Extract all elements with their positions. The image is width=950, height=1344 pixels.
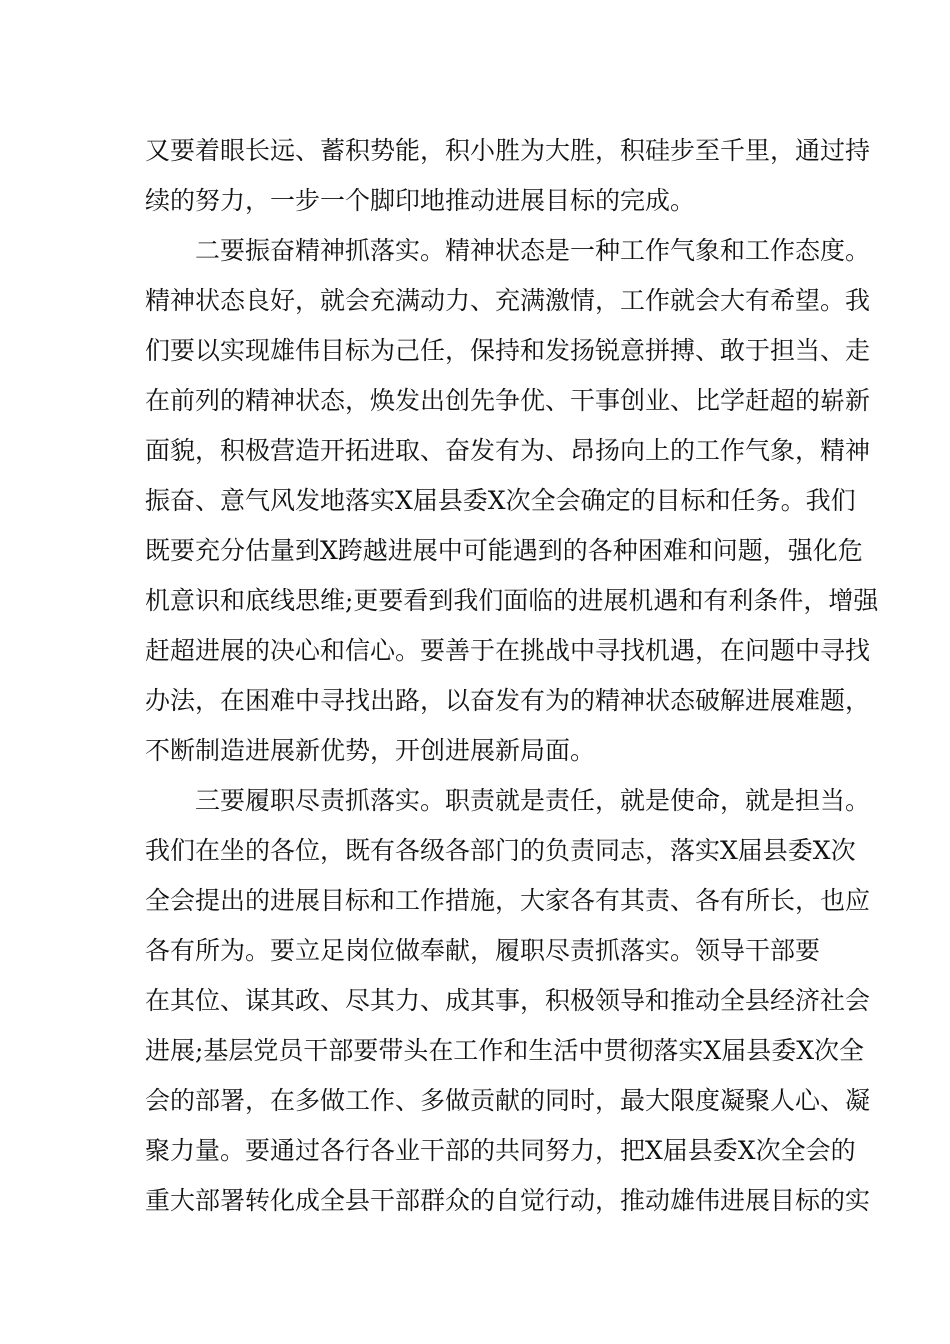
paragraph-2-line-5: 面貌，积极营造开拓进取、奋发有为、昂扬向上的工作气象，精神 xyxy=(145,436,871,465)
paragraph-1-line-1: 又要着眼长远、蓄积势能，积小胜为大胜，积硅步至千里，通过持 xyxy=(145,136,871,165)
paragraph-2-line-11: 不断制造进展新优势，开创进展新局面。 xyxy=(145,736,596,765)
paragraph-3-line-8: 聚力量。要通过各行各业干部的共同努力，把X届县委X次全会的 xyxy=(145,1136,856,1165)
paragraph-2-line-3: 们要以实现雄伟目标为己任，保持和发扬锐意拼搏、敢于担当、走 xyxy=(145,336,871,365)
paragraph-2-line-9: 赶超进展的决心和信心。要善于在挑战中寻找机遇，在问题中寻找 xyxy=(145,636,871,665)
document-body xyxy=(145,126,879,1226)
paragraph-2-line-4: 在前列的精神状态，焕发出创先争优、干事创业、比学赶超的崭新 xyxy=(145,386,871,415)
paragraph-2-line-2: 精神状态良好，就会充满动力、充满激情，工作就会大有希望。我 xyxy=(145,286,871,315)
paragraph-2-line-10: 办法，在困难中寻找出路，以奋发有为的精神状态破解进展难题， xyxy=(145,686,871,715)
paragraph-2-line-7: 既要充分估量到X跨越进展中可能遇到的各种困难和问题，强化危 xyxy=(145,536,863,565)
paragraph-3-line-9: 重大部署转化成全县干部群众的自觉行动，推动雄伟进展目标的实 xyxy=(145,1186,871,1215)
paragraph-1-line-2: 续的努力，一步一个脚印地推动进展目标的完成。 xyxy=(145,186,696,215)
paragraph-3-line-6: 进展;基层党员干部要带头在工作和生活中贯彻落实X届县委X次全 xyxy=(145,1036,865,1065)
paragraph-3-line-2: 我们在坐的各位，既有各级各部门的负责同志，落实X届县委X次 xyxy=(145,836,856,865)
paragraph-3-line-4: 各有所为。要立足岗位做奉献，履职尽责抓落实。领导干部要 xyxy=(145,936,821,965)
paragraph-3-line-7: 会的部署，在多做工作、多做贡献的同时，最大限度凝聚人心、凝 xyxy=(145,1086,871,1115)
paragraph-2-line-6: 振奋、意气风发地落实X届县委X次全会确定的目标和任务。我们 xyxy=(145,486,856,515)
paragraph-3-line-3: 全会提出的进展目标和工作措施，大家各有其责、各有所长，也应 xyxy=(145,886,871,915)
paragraph-3-line-1: 三要履职尽责抓落实。职责就是责任，就是使命，就是担当。 xyxy=(195,786,871,815)
paragraph-2-line-8: 机意识和底线思维;更要看到我们面临的进展机遇和有利条件，增强 xyxy=(145,586,879,615)
paragraph-2-line-1: 二要振奋精神抓落实。精神状态是一种工作气象和工作态度。 xyxy=(195,236,871,265)
paragraph-3-line-5: 在其位、谋其政、尽其力、成其事，积极领导和推动全县经济社会 xyxy=(145,986,871,1015)
